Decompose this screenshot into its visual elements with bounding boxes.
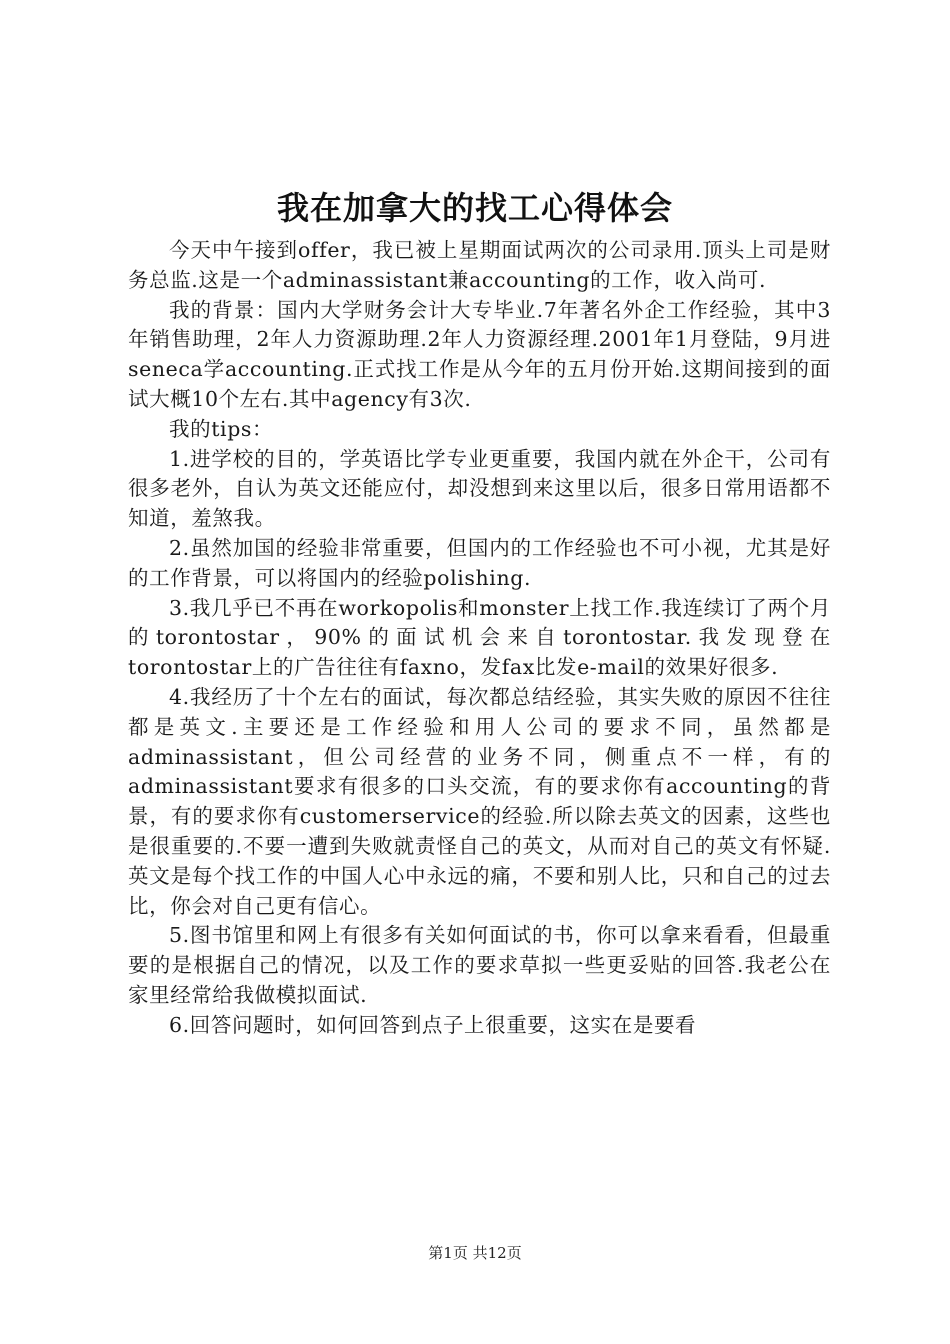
paragraph-tips-heading: 我的tips：: [169, 416, 274, 441]
paragraph-tip-3: 3.我几乎已不再在workopolis和monster上找工作.我连续订了两个月的torontostar，90%的面试机会来自torontostar.我发现登在torontostar上的广告往往有faxno，发fax比发e-mail的效果好很多.: [128, 595, 831, 680]
paragraph-tip-4: 4.我经历了十个左右的面试，每次都总结经验，其实失败的原因不往往都是英文.主要还是工作经验和用人公司的要求不同，虽然都是adminassistant，但公司经营的业务不同，侧重点不一样，有的adminassistant要求有很多的口头交流，有的要求你有accounting的背景，有的要求你有customerservice的经验.所以除去英文的因素，这些也是很重要的.不要一遭到失败就责怪自己的英文，从而对自己的英文有怀疑.英文是每个找工作的中国人心中永远的痛，不要和别人比，只和自己的过去比，你会对自己更有信心。: [128, 684, 831, 918]
page-footer: 第1页 共12页: [428, 1244, 522, 1262]
paragraph-tip-2: 2.虽然加国的经验非常重要，但国内的工作经验也不可小视，尤其是好的工作背景，可以将国内的经验polishing.: [128, 535, 831, 590]
paragraph-tip-1: 1.进学校的目的，学英语比学专业更重要，我国内就在外企干，公司有很多老外，自认为英文还能应付，却没想到来这里以后，很多日常用语都不知道，羞煞我。: [128, 446, 831, 531]
document-body: [128, 236, 831, 1041]
paragraph-tip-5: 5.图书馆里和网上有很多有关如何面试的书，你可以拿来看看，但最重要的是根据自己的情况，以及工作的要求草拟一些更妥贴的回答.我老公在家里经常给我做模拟面试.: [128, 923, 831, 1007]
paragraph-background: 我的背景：国内大学财务会计大专毕业.7年著名外企工作经验，其中3年销售助理，2年人力资源助理.2年人力资源经理.2001年1月登陆，9月进seneca学accounting.正式找工作是从今年的五月份开始.这期间接到的面试大概10个左右.其中agency有3次.: [128, 297, 831, 411]
paragraph-tip-6: 6.回答问题时，如何回答到点子上很重要，这实在是要看: [169, 1012, 697, 1037]
document-title: 我在加拿大的找工心得体会: [276, 189, 673, 227]
paragraph-offer: 今天中午接到offer，我已被上星期面试两次的公司录用.顶头上司是财务总监.这是一个adminassistant兼accounting的工作，收入尚可.: [128, 238, 831, 292]
